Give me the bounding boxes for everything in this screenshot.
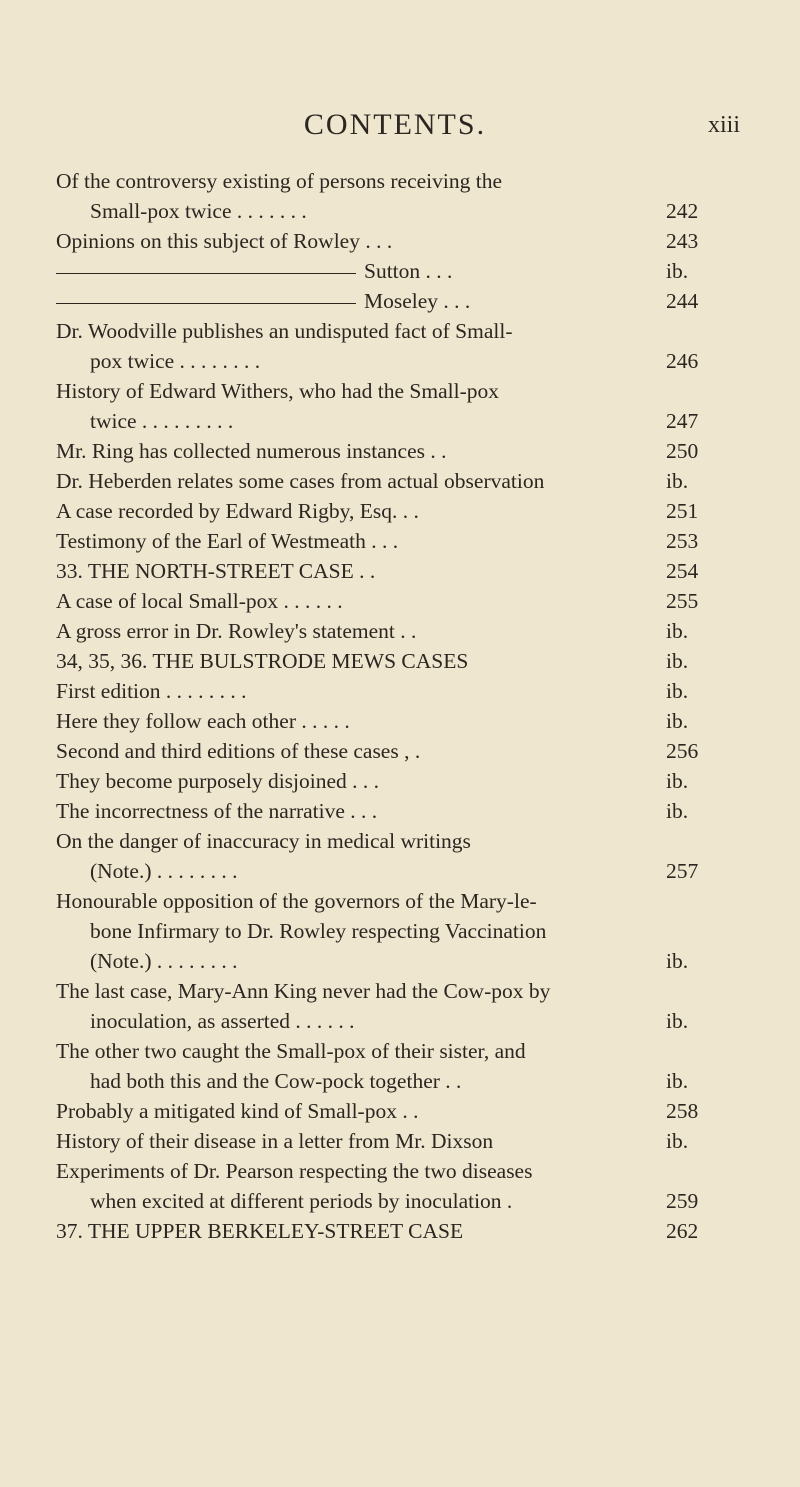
toc-entry bbox=[56, 226, 736, 256]
toc-entry bbox=[56, 1126, 736, 1156]
toc-entry bbox=[56, 1156, 736, 1216]
toc-entry-text: had both this and the Cow-pock together . . bbox=[90, 1069, 462, 1093]
toc-entry-page: ib. bbox=[666, 709, 689, 733]
toc-entry-page: 246 bbox=[666, 349, 699, 373]
toc-entry-text: Testimony of the Earl of Westmeath . . . bbox=[56, 529, 399, 553]
toc-entry-text: 33. THE NORTH-STREET CASE . . bbox=[56, 559, 376, 583]
toc-entry bbox=[56, 256, 736, 286]
toc-entry-page: ib. bbox=[666, 619, 689, 643]
toc-entry bbox=[56, 616, 736, 646]
toc-entry-page: ib. bbox=[666, 1009, 689, 1033]
toc-entry-text: Mr. Ring has collected numerous instances . . bbox=[56, 439, 447, 463]
ditto-rule bbox=[56, 273, 356, 274]
page-number: xiii bbox=[707, 112, 740, 138]
table-of-contents bbox=[56, 166, 736, 1246]
toc-entry-page: 253 bbox=[666, 529, 699, 553]
toc-entry bbox=[56, 1036, 736, 1096]
toc-entry-page: 254 bbox=[666, 559, 699, 583]
toc-entry bbox=[56, 736, 736, 766]
toc-entry-page: 243 bbox=[666, 229, 699, 253]
toc-entry-text: Experiments of Dr. Pearson respecting the two diseases bbox=[56, 1159, 533, 1183]
toc-entry-text: First edition . . . . . . . . bbox=[56, 679, 247, 703]
toc-entry bbox=[56, 526, 736, 556]
toc-entry-page: ib. bbox=[666, 949, 689, 973]
toc-entry-page: 242 bbox=[666, 199, 699, 223]
toc-entry-text: pox twice . . . . . . . . bbox=[90, 349, 261, 373]
toc-entry-text: Honourable opposition of the governors of the Mary-le- bbox=[56, 889, 537, 913]
toc-entry-page: ib. bbox=[666, 649, 689, 673]
toc-entry-text: Dr. Woodville publishes an undisputed fact of Small- bbox=[56, 319, 513, 343]
toc-entry-page: 251 bbox=[666, 499, 699, 523]
toc-entry bbox=[56, 466, 736, 496]
toc-entry-text: A gross error in Dr. Rowley's statement . . bbox=[56, 619, 417, 643]
toc-entry-page: ib. bbox=[666, 799, 689, 823]
toc-entry-page: 255 bbox=[666, 589, 699, 613]
toc-entry-text: A case of local Small-pox . . . . . . bbox=[56, 589, 343, 613]
toc-entry-text: History of Edward Withers, who had the Small-pox bbox=[56, 379, 499, 403]
toc-entry-page: ib. bbox=[666, 679, 689, 703]
toc-entry bbox=[56, 316, 736, 376]
toc-entry-text: bone Infirmary to Dr. Rowley respecting Vaccination bbox=[90, 919, 547, 943]
toc-entry-page: ib. bbox=[666, 769, 689, 793]
toc-entry-text: Second and third editions of these cases , . bbox=[56, 739, 421, 763]
toc-entry-text: History of their disease in a letter from Mr. Dixson bbox=[56, 1129, 494, 1153]
toc-entry bbox=[56, 496, 736, 526]
toc-entry-text: inoculation, as asserted . . . . . . bbox=[90, 1009, 355, 1033]
toc-entry bbox=[56, 286, 736, 316]
toc-entry-text: (Note.) . . . . . . . . bbox=[90, 859, 238, 883]
page-header bbox=[50, 108, 740, 148]
toc-entry bbox=[56, 826, 736, 886]
toc-entry bbox=[56, 376, 736, 436]
toc-entry-text: twice . . . . . . . . . bbox=[90, 409, 234, 433]
toc-entry bbox=[56, 166, 736, 226]
ditto-rule bbox=[56, 303, 356, 304]
toc-entry-text: The other two caught the Small-pox of their sister, and bbox=[56, 1039, 526, 1063]
toc-entry-text: 37. THE UPPER BERKELEY-STREET CASE bbox=[56, 1219, 464, 1243]
toc-entry-page: 244 bbox=[666, 289, 699, 313]
toc-entry-text: Small-pox twice . . . . . . . bbox=[90, 199, 307, 223]
toc-entry-page: 250 bbox=[666, 439, 699, 463]
toc-entry-page: 259 bbox=[666, 1189, 699, 1213]
toc-entry bbox=[56, 1216, 736, 1246]
toc-entry-text: A case recorded by Edward Rigby, Esq. . . bbox=[56, 499, 419, 523]
toc-entry-page: ib. bbox=[666, 469, 689, 493]
toc-entry bbox=[56, 976, 736, 1036]
page-title: CONTENTS. bbox=[303, 108, 487, 141]
toc-entry-text: The incorrectness of the narrative . . . bbox=[56, 799, 378, 823]
toc-entry-text: On the danger of inaccuracy in medical writings bbox=[56, 829, 471, 853]
toc-entry-page: 257 bbox=[666, 859, 699, 883]
toc-entry bbox=[56, 706, 736, 736]
toc-entry bbox=[56, 1096, 736, 1126]
toc-entry-page: ib. bbox=[666, 259, 689, 283]
toc-entry bbox=[56, 766, 736, 796]
toc-entry bbox=[56, 796, 736, 826]
toc-entry bbox=[56, 556, 736, 586]
toc-entry-text: Dr. Heberden relates some cases from actual observation bbox=[56, 469, 545, 493]
toc-entry-text: (Note.) . . . . . . . . bbox=[90, 949, 238, 973]
toc-entry-text: Of the controversy existing of persons receiving the bbox=[56, 169, 502, 193]
toc-entry-page: 256 bbox=[666, 739, 699, 763]
toc-entry-text: They become purposely disjoined . . . bbox=[56, 769, 380, 793]
toc-entry bbox=[56, 676, 736, 706]
toc-entry-text: Probably a mitigated kind of Small-pox . . bbox=[56, 1099, 419, 1123]
toc-entry-text: Opinions on this subject of Rowley . . . bbox=[56, 229, 393, 253]
toc-entry-page: ib. bbox=[666, 1069, 689, 1093]
toc-entry-text: when excited at different periods by inoculation . bbox=[90, 1189, 513, 1213]
toc-entry-page: 262 bbox=[666, 1219, 699, 1243]
toc-entry bbox=[56, 436, 736, 466]
toc-entry bbox=[56, 586, 736, 616]
toc-entry-text: Sutton . . . bbox=[56, 256, 656, 286]
toc-entry-page: 247 bbox=[666, 409, 699, 433]
toc-entry-page: ib. bbox=[666, 1129, 689, 1153]
toc-entry-text: The last case, Mary-Ann King never had the Cow-pox by bbox=[56, 979, 551, 1003]
toc-entry bbox=[56, 886, 736, 976]
toc-entry-text: Here they follow each other . . . . . bbox=[56, 709, 350, 733]
toc-entry-page: 258 bbox=[666, 1099, 699, 1123]
toc-entry-text: Moseley . . . bbox=[56, 286, 656, 316]
toc-entry-text: 34, 35, 36. THE BULSTRODE MEWS CASES bbox=[56, 649, 469, 673]
toc-entry bbox=[56, 646, 736, 676]
